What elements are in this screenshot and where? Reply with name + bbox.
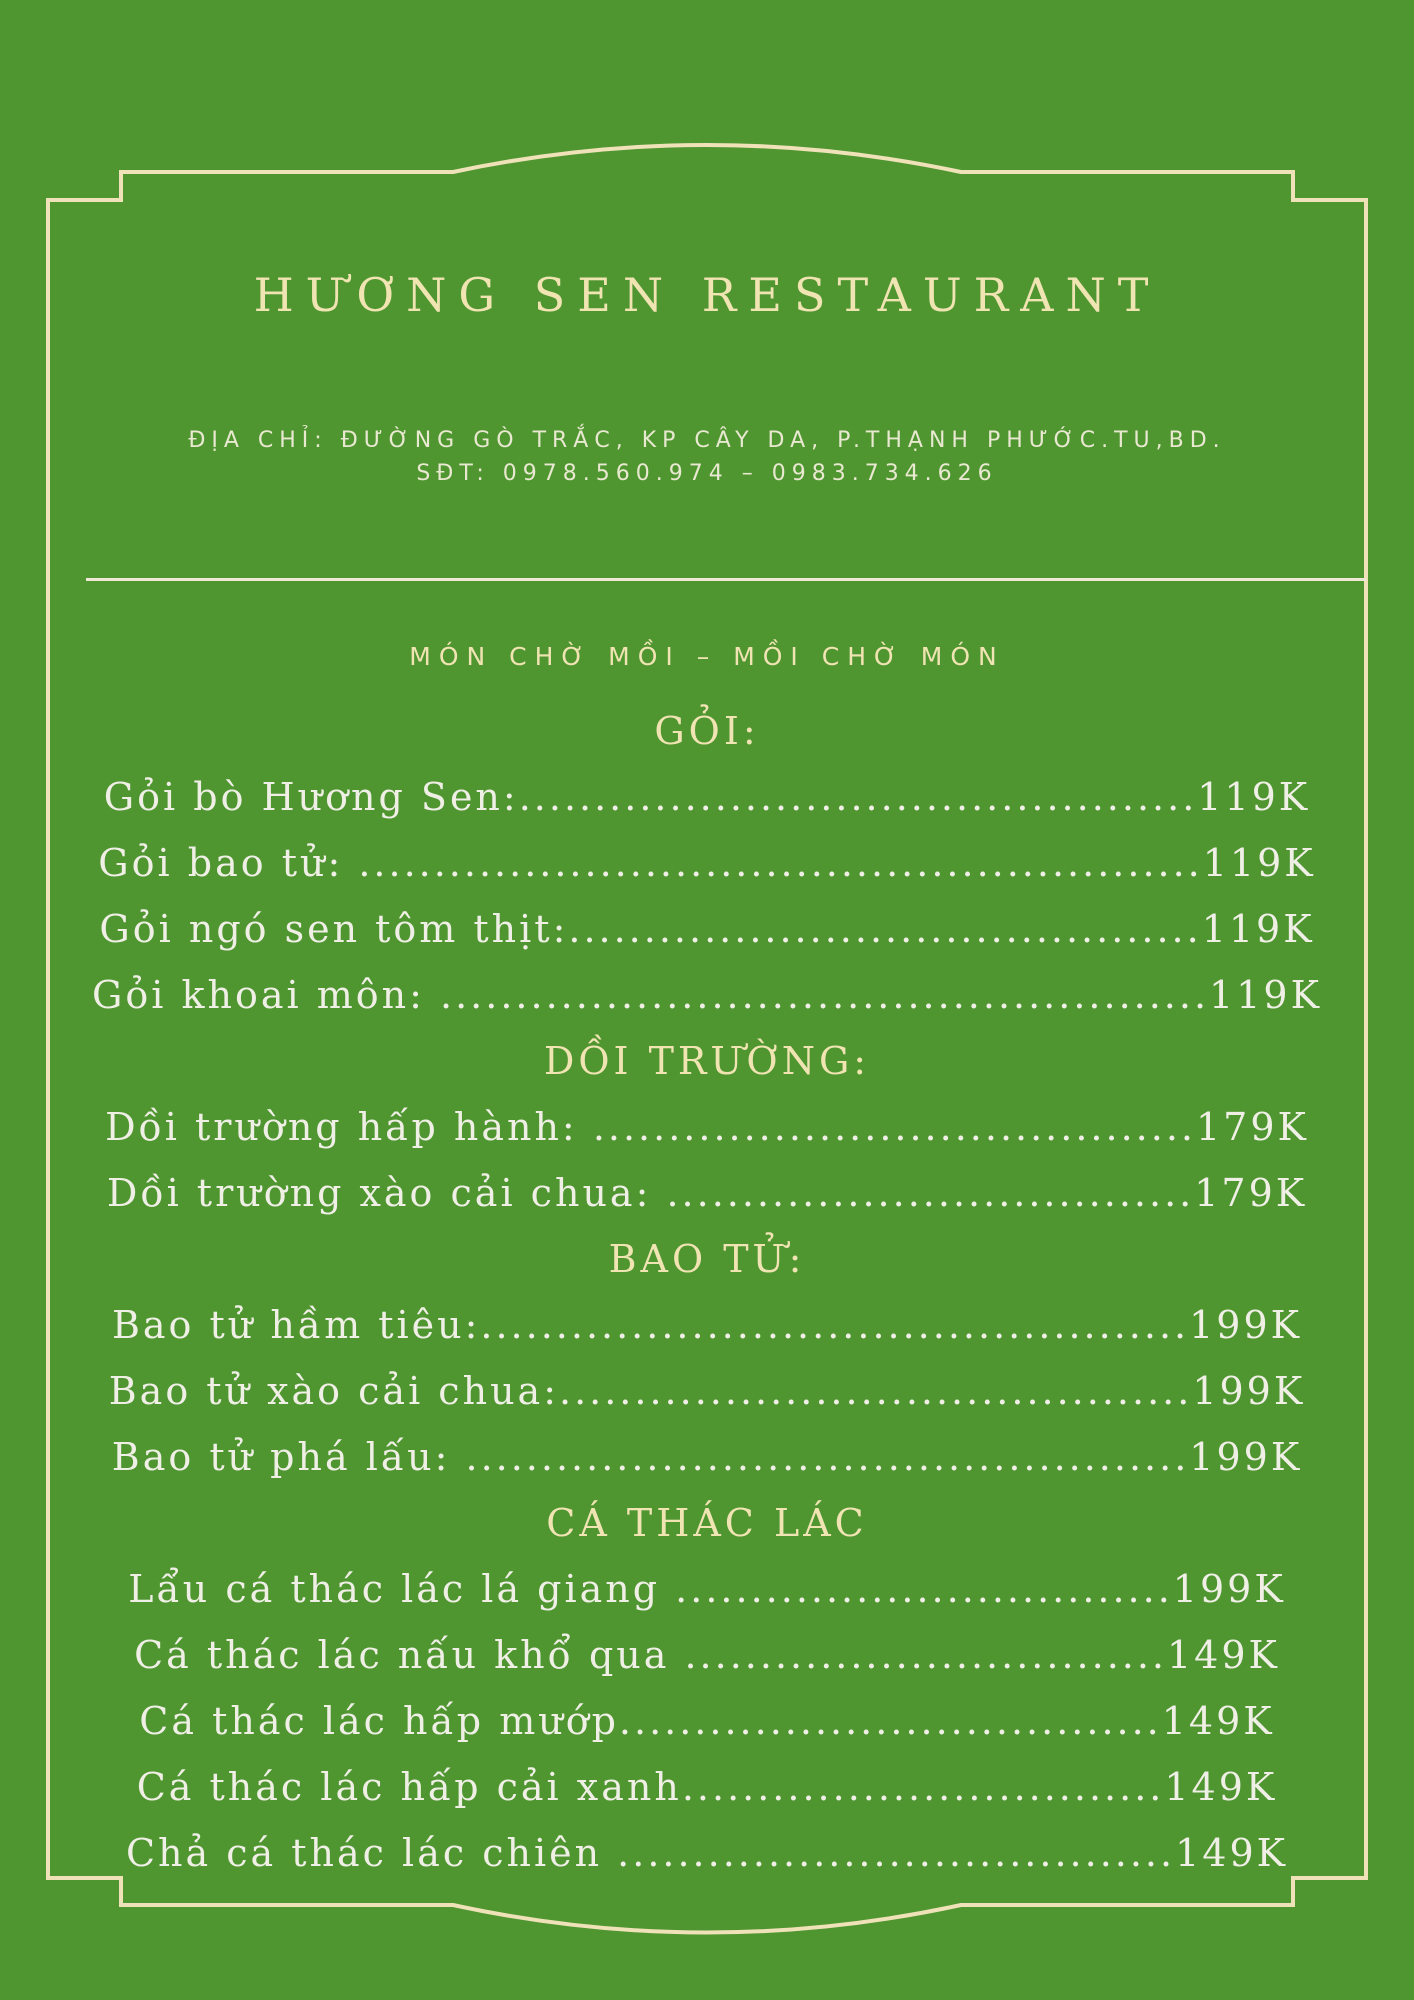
menu-item: Gỏi khoai môn: ...................................................119K (92, 973, 1322, 1017)
menu-item: Gỏi ngó sen tôm thịt:..........................................119K (99, 907, 1315, 951)
menu-item: Bao tử hầm tiêu:...............................................199K (111, 1303, 1303, 1347)
header-divider (86, 578, 1366, 581)
menu-tagline: MÓN CHỜ MỒI – MỒI CHỜ MÓN (409, 642, 1005, 671)
menu-item: Cá thác lác hấp cải xanh................................149K (136, 1765, 1278, 1809)
menu-item: Dồi trường hấp hành: ........................................179K (105, 1105, 1309, 1149)
menu-section-ca-thac-lac (0, 1490, 1414, 1886)
menu-item: Gỏi bò Hương Sen:.............................................119K (103, 775, 1311, 819)
menu-item: Dồi trường xào cải chua: ...................................179K (106, 1171, 1308, 1215)
menu-item: Bao tử xào cải chua:..........................................199K (108, 1369, 1306, 1413)
menu-section-goi (0, 698, 1414, 1028)
section-heading: DỒI TRƯỜNG: (543, 1039, 871, 1083)
menu-item: Chả cá thác lác chiên .....................................149K (125, 1831, 1289, 1875)
menu-section-doi-truong (0, 1028, 1414, 1226)
menu-item: Gỏi bao tử: ........................................................119K (98, 841, 1316, 885)
menu-item: Bao tử phá lấu: ................................................199K (111, 1435, 1303, 1479)
section-heading: BAO TỬ: (608, 1237, 806, 1281)
restaurant-name: HƯƠNG SEN RESTAURANT (253, 268, 1161, 322)
menu-section-bao-tu (0, 1226, 1414, 1490)
section-heading: CÁ THÁC LÁC (546, 1501, 868, 1545)
menu-item: Cá thác lác hấp mướp....................................149K (139, 1699, 1275, 1743)
restaurant-phone: SĐT: 0978.560.974 – 0983.734.626 (416, 461, 998, 486)
section-heading: GỎI: (654, 709, 760, 753)
menu-list (0, 698, 1414, 1886)
menu-item: Cá thác lác nấu khổ qua ................................149K (134, 1633, 1280, 1677)
restaurant-address: ĐỊA CHỈ: ĐƯỜNG GÒ TRẮC, KP CÂY DA, P.THẠNH PHƯỚC.TU,BD. (188, 428, 1226, 453)
menu-item: Lẩu cá thác lác lá giang .................................199K (128, 1567, 1286, 1611)
